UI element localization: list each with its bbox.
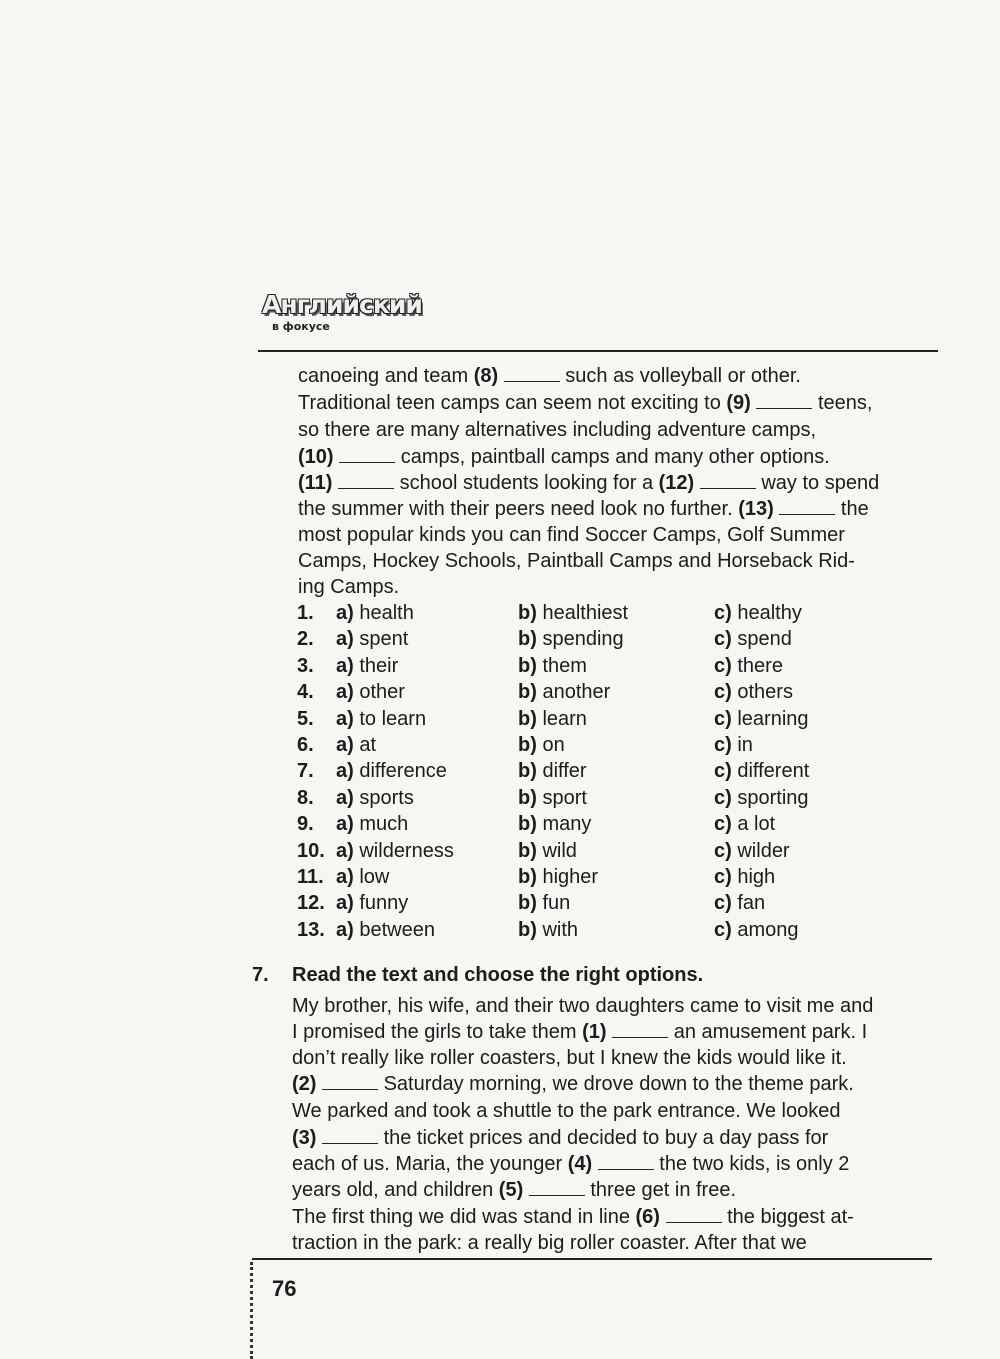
option-c — [714, 864, 775, 890]
option-number: 3. — [297, 655, 314, 677]
option-a — [336, 864, 389, 890]
exercise-line: The first thing we did was stand in line (6) the biggest at- — [292, 1206, 854, 1228]
option-letter: b) — [518, 919, 537, 941]
option-letter: c) — [714, 760, 732, 782]
option-a — [336, 732, 376, 758]
option-a — [336, 653, 398, 679]
logo-title: Английский — [262, 290, 422, 319]
passage-line: ing Camps. — [298, 576, 400, 598]
exercise-line: (3) the ticket prices and decided to buy a day pass for — [292, 1127, 829, 1149]
option-letter: b) — [518, 655, 537, 677]
exercise-line: each of us. Maria, the younger (4) the two kids, is only 2 — [292, 1153, 850, 1175]
option-text: health — [359, 602, 414, 624]
option-letter: b) — [518, 813, 537, 835]
option-text: others — [737, 681, 793, 703]
option-c — [714, 626, 792, 652]
passage-line: canoeing and team (8) such as volleyball or other. — [298, 365, 801, 387]
option-text: fun — [542, 892, 571, 914]
option-c — [714, 838, 790, 864]
option-letter: c) — [714, 628, 732, 650]
passage-line: most popular kinds you can find Soccer Camps, Golf Summer — [298, 524, 845, 546]
exercise-line: years old, and children (5) three get in free. — [292, 1179, 737, 1201]
option-text: their — [359, 655, 399, 677]
option-text: sporting — [737, 787, 809, 809]
option-text: healthiest — [542, 602, 629, 624]
option-text: a lot — [737, 813, 776, 835]
option-letter: b) — [518, 628, 537, 650]
option-letter: b) — [518, 734, 537, 756]
option-number: 13. — [297, 919, 325, 941]
option-b — [518, 732, 565, 758]
option-b — [518, 653, 587, 679]
option-b — [518, 626, 624, 652]
option-b — [518, 838, 577, 864]
option-number: 12. — [297, 892, 325, 914]
option-letter: a) — [336, 655, 354, 677]
book-logo — [262, 290, 422, 340]
option-b — [518, 890, 570, 916]
option-letter: c) — [714, 602, 732, 624]
option-text: high — [737, 866, 776, 888]
option-text: many — [542, 813, 592, 835]
page-number: 76 — [272, 1276, 297, 1301]
option-letter: a) — [336, 602, 354, 624]
option-c — [714, 679, 793, 705]
option-text: sport — [542, 787, 587, 809]
option-text: them — [542, 655, 587, 677]
option-number: 10. — [297, 840, 325, 862]
passage-line: Camps, Hockey Schools, Paintball Camps and Horseback Rid- — [298, 550, 855, 572]
option-number: 8. — [297, 787, 314, 809]
option-letter: c) — [714, 919, 732, 941]
passage-line: the summer with their peers need look no further. (13) the — [298, 498, 869, 520]
option-b — [518, 917, 578, 943]
option-text: low — [359, 866, 390, 888]
header-rule — [258, 350, 938, 352]
option-text: spend — [737, 628, 792, 650]
option-letter: b) — [518, 787, 537, 809]
option-a — [336, 679, 405, 705]
option-number: 6. — [297, 734, 314, 756]
option-text: spent — [359, 628, 409, 650]
option-c — [714, 785, 809, 811]
option-number: 2. — [297, 628, 314, 650]
option-text: much — [359, 813, 409, 835]
option-c — [714, 758, 809, 784]
option-text: with — [542, 919, 579, 941]
option-letter: a) — [336, 840, 354, 862]
option-text: to learn — [359, 708, 427, 730]
option-number: 4. — [297, 681, 314, 703]
option-a — [336, 890, 408, 916]
option-a — [336, 811, 408, 837]
option-number: 5. — [297, 708, 314, 730]
option-a — [336, 785, 414, 811]
option-c — [714, 653, 783, 679]
exercise-number: 7. — [252, 964, 269, 986]
page-edge-dots — [250, 1262, 253, 1359]
exercise-line: (2) Saturday morning, we drove down to the theme park. — [292, 1073, 854, 1095]
option-c — [714, 600, 802, 626]
option-letter: b) — [518, 892, 537, 914]
option-letter: b) — [518, 708, 537, 730]
option-text: fan — [737, 892, 766, 914]
option-a — [336, 917, 435, 943]
option-a — [336, 838, 454, 864]
option-letter: a) — [336, 708, 354, 730]
option-text: spending — [542, 628, 624, 650]
option-text: different — [737, 760, 810, 782]
option-letter: c) — [714, 892, 732, 914]
exercise-title: Read the text and choose the right options. — [292, 964, 704, 986]
passage-line: so there are many alternatives including adventure camps, — [298, 419, 817, 441]
option-letter: c) — [714, 708, 732, 730]
option-text: at — [359, 734, 377, 756]
option-letter: c) — [714, 734, 732, 756]
option-text: among — [737, 919, 799, 941]
option-letter: c) — [714, 787, 732, 809]
exercise-line: don’t really like roller coasters, but I knew the kids would like it. — [292, 1047, 847, 1069]
option-letter: a) — [336, 919, 354, 941]
option-letter: a) — [336, 681, 354, 703]
option-text: funny — [359, 892, 409, 914]
logo-subtitle: в фокусе — [272, 320, 330, 333]
option-c — [714, 732, 753, 758]
option-letter: c) — [714, 655, 732, 677]
option-b — [518, 864, 598, 890]
option-number: 7. — [297, 760, 314, 782]
option-letter: c) — [714, 866, 732, 888]
option-letter: a) — [336, 892, 354, 914]
exercise-line: We parked and took a shuttle to the park entrance. We looked — [292, 1100, 841, 1122]
option-number: 9. — [297, 813, 314, 835]
option-c — [714, 811, 775, 837]
exercise-line: My brother, his wife, and their two daughters came to visit me and — [292, 995, 874, 1017]
option-a — [336, 758, 447, 784]
option-letter: b) — [518, 866, 537, 888]
option-letter: a) — [336, 760, 354, 782]
option-text: another — [542, 681, 611, 703]
option-a — [336, 600, 414, 626]
exercise-line: I promised the girls to take them (1) an amusement park. I — [292, 1021, 868, 1043]
passage-line: (10) camps, paintball camps and many other options. — [298, 446, 830, 468]
option-letter: a) — [336, 813, 354, 835]
option-letter: a) — [336, 787, 354, 809]
option-text: wild — [542, 840, 577, 862]
option-letter: a) — [336, 866, 354, 888]
option-text: wilderness — [359, 840, 454, 862]
passage-line: (11) school students looking for a (12) way to spend — [298, 472, 880, 494]
option-number: 1. — [297, 602, 314, 624]
option-a — [336, 706, 426, 732]
option-letter: a) — [336, 734, 354, 756]
option-text: between — [359, 919, 435, 941]
option-text: in — [737, 734, 753, 756]
option-letter: a) — [336, 628, 354, 650]
option-b — [518, 811, 591, 837]
option-b — [518, 758, 587, 784]
option-a — [336, 626, 408, 652]
option-b — [518, 706, 587, 732]
option-text: healthy — [737, 602, 802, 624]
option-text: on — [542, 734, 565, 756]
option-b — [518, 679, 610, 705]
passage-line: Traditional teen camps can seem not exciting to (9) teens, — [298, 392, 873, 414]
option-text: higher — [542, 866, 599, 888]
option-number: 11. — [297, 866, 324, 888]
option-letter: c) — [714, 840, 732, 862]
option-b — [518, 785, 587, 811]
option-text: other — [359, 681, 405, 703]
option-text: learning — [737, 708, 809, 730]
option-text: differ — [542, 760, 587, 782]
option-c — [714, 890, 765, 916]
option-letter: b) — [518, 760, 537, 782]
exercise-line: traction in the park: a really big roller coaster. After that we — [292, 1232, 807, 1254]
option-letter: c) — [714, 813, 732, 835]
option-text: learn — [542, 708, 587, 730]
option-letter: b) — [518, 840, 537, 862]
option-letter: c) — [714, 681, 732, 703]
option-b — [518, 600, 628, 626]
option-letter: b) — [518, 681, 537, 703]
option-text: wilder — [737, 840, 790, 862]
option-letter: b) — [518, 602, 537, 624]
option-text: there — [737, 655, 783, 677]
option-text: difference — [359, 760, 447, 782]
option-text: sports — [359, 787, 414, 809]
option-c — [714, 917, 799, 943]
footer-rule — [252, 1258, 932, 1260]
option-c — [714, 706, 809, 732]
